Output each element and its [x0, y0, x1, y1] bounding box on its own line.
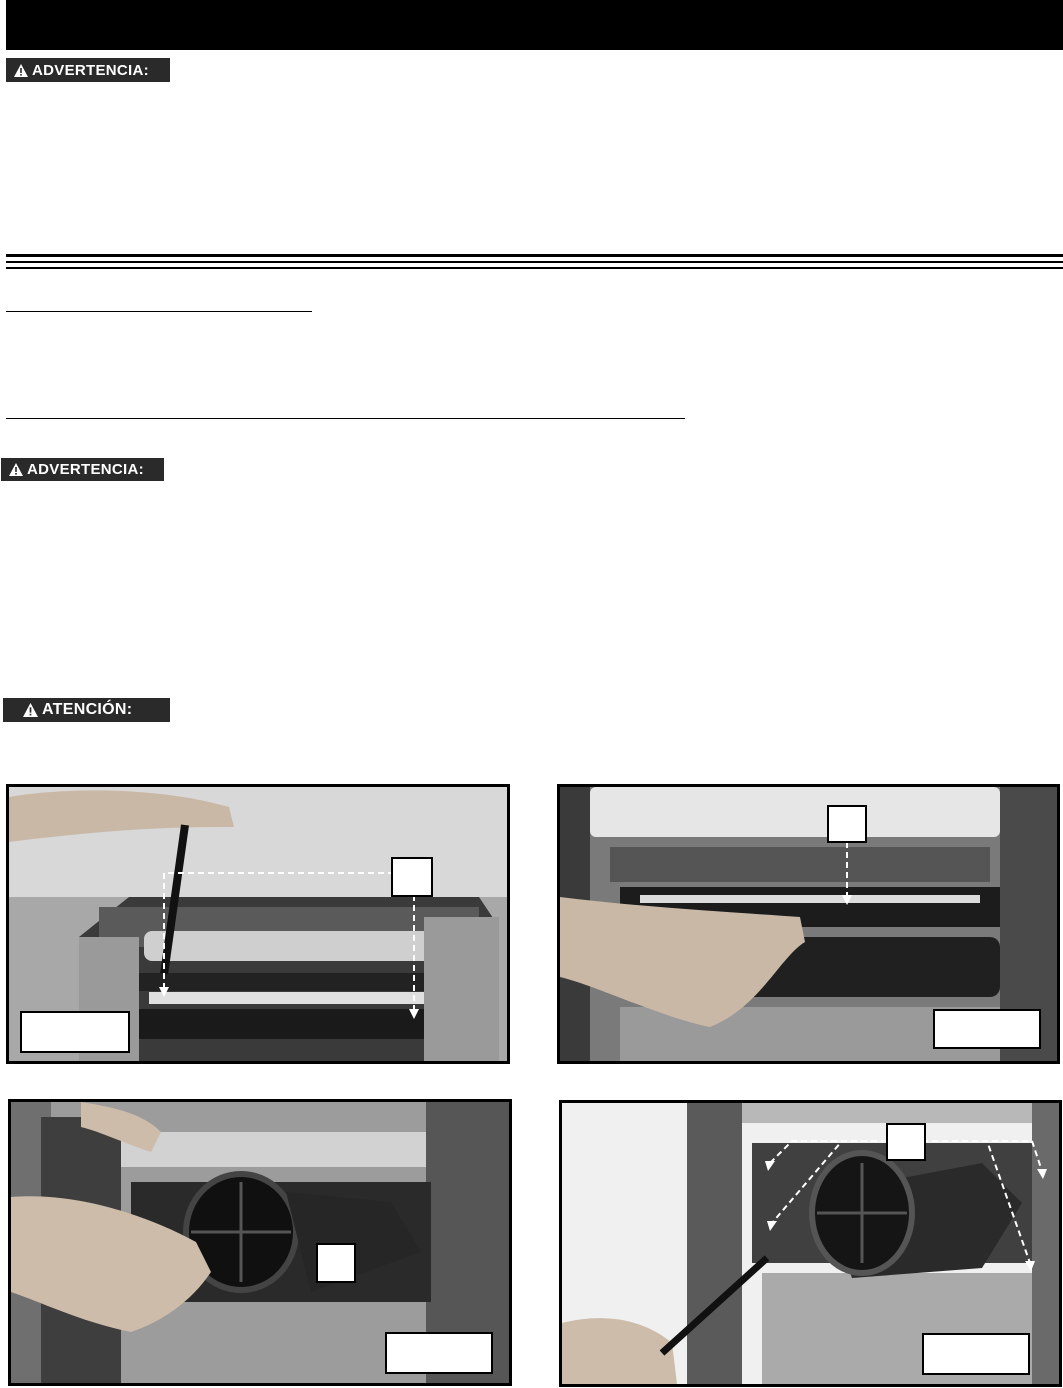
subheading-underline	[6, 418, 685, 419]
warning-triangle-icon	[23, 703, 38, 717]
warning-triangle-icon	[9, 463, 23, 476]
figure-number-box	[922, 1333, 1030, 1375]
warning-badge	[6, 58, 170, 82]
section-divider-middle	[6, 261, 1063, 263]
heading-underline	[6, 311, 312, 312]
warning-badge-label: ADVERTENCIA:	[32, 61, 149, 79]
figure-secure-dust-chute	[559, 1100, 1062, 1387]
callout-letter-box	[316, 1243, 356, 1283]
figure-remove-cover-screws	[6, 784, 510, 1064]
callout-letter-box	[391, 857, 433, 897]
figure-number-box	[933, 1009, 1041, 1049]
figure-lift-cover	[557, 784, 1060, 1064]
figure-number-box	[385, 1332, 493, 1374]
caution-badge-label: ATENCIÓN:	[42, 701, 133, 718]
figure-number-box	[20, 1011, 130, 1053]
warning-badge	[1, 458, 164, 481]
callout-letter-box	[827, 805, 867, 843]
caution-badge	[3, 698, 170, 722]
section-divider-top	[6, 254, 1063, 257]
figure-install-dust-chute	[8, 1099, 512, 1386]
section-divider-bottom	[6, 267, 1063, 269]
page-header-bar	[6, 0, 1063, 50]
warning-badge-label: ADVERTENCIA:	[27, 461, 144, 478]
warning-triangle-icon	[14, 64, 28, 77]
callout-letter-box	[886, 1123, 926, 1161]
